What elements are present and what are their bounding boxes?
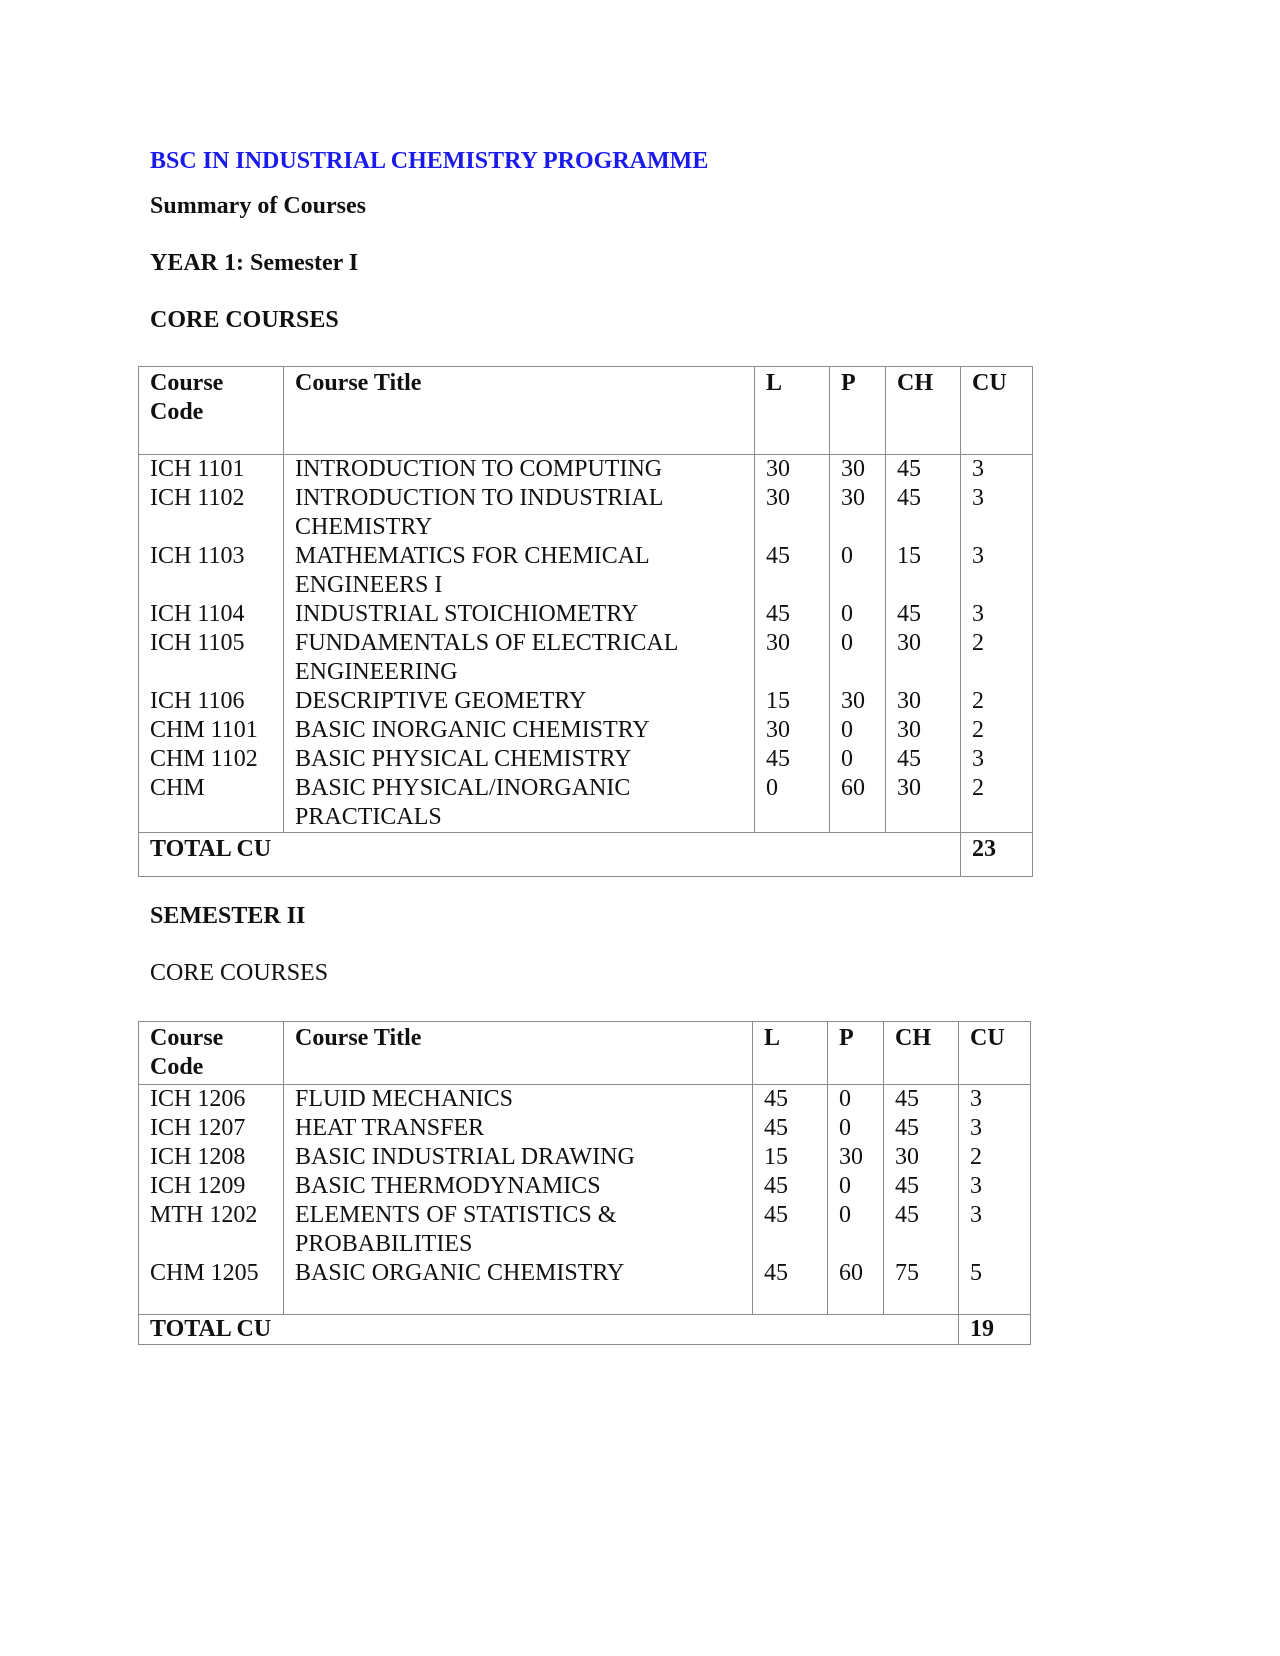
- course-title-cell: FLUID MECHANICS: [295, 1086, 514, 1112]
- course-code-cell: ICH 1101: [150, 456, 245, 482]
- code-column: [139, 1085, 284, 1315]
- course-ch-cell: 45: [897, 456, 921, 482]
- column-header-l: L: [755, 367, 830, 455]
- blank-line: [895, 1230, 947, 1259]
- course-ch-cell: 30: [895, 1144, 919, 1170]
- blank-line: [766, 571, 818, 600]
- course-cu-cell: 3: [972, 456, 984, 482]
- cu-column: [961, 455, 1033, 833]
- blank-line: [897, 571, 949, 600]
- table-header-row: [139, 1022, 1031, 1085]
- course-cu-cell: 3: [972, 543, 984, 569]
- course-title-cell: HEAT TRANSFER: [295, 1115, 485, 1141]
- blank-line: [150, 1230, 272, 1259]
- course-title-cell: BASIC THERMODYNAMICS: [295, 1173, 601, 1199]
- course-cu-cell: 3: [970, 1202, 982, 1228]
- ch-column: [886, 455, 961, 833]
- total-cu-value: 19: [959, 1315, 1031, 1345]
- course-cu-cell: 3: [972, 746, 984, 772]
- core-courses-heading-2: CORE COURSES: [150, 960, 329, 986]
- course-code-cell: CHM 1101: [150, 717, 258, 743]
- course-cu-cell: 2: [972, 775, 984, 801]
- course-cu-cell: 3: [970, 1086, 982, 1112]
- course-ch-cell: 45: [897, 485, 921, 511]
- p-column: [830, 455, 886, 833]
- course-p-cell: 30: [841, 456, 865, 482]
- course-ch-cell: 30: [897, 630, 921, 656]
- course-title-cell: BASIC ORGANIC CHEMISTRY: [295, 1260, 625, 1286]
- course-cu-cell: 3: [970, 1173, 982, 1199]
- blank-line: [150, 513, 272, 542]
- course-ch-cell: 30: [897, 775, 921, 801]
- course-p-cell: 0: [839, 1173, 851, 1199]
- course-title-cell: BASIC PHYSICAL CHEMISTRY: [295, 746, 632, 772]
- course-l-cell: 45: [764, 1115, 788, 1141]
- course-l-cell: 45: [764, 1086, 788, 1112]
- blank-line: [897, 658, 949, 687]
- course-l-cell: 30: [766, 456, 790, 482]
- course-l-cell: 30: [766, 630, 790, 656]
- column-header-l: L: [753, 1022, 828, 1085]
- blank-line: [897, 803, 949, 832]
- column-header-ch: CH: [884, 1022, 959, 1085]
- course-cu-cell: 3: [972, 485, 984, 511]
- course-ch-cell: 30: [897, 688, 921, 714]
- semester2-heading: SEMESTER II: [150, 903, 306, 929]
- course-ch-cell: 30: [897, 717, 921, 743]
- course-cu-cell: 2: [972, 630, 984, 656]
- title-column: [284, 455, 755, 833]
- blank-line: [841, 658, 874, 687]
- course-p-cell: 0: [841, 543, 853, 569]
- course-cu-cell: 2: [972, 717, 984, 743]
- course-title-cell: BASIC INDUSTRIAL DRAWING: [295, 1144, 635, 1170]
- course-ch-cell: 15: [897, 543, 921, 569]
- column-header-p: P: [828, 1022, 884, 1085]
- cu-column: [959, 1085, 1031, 1315]
- course-title-cell: CHEMISTRY: [295, 514, 433, 540]
- column-header-ch: CH: [886, 367, 961, 455]
- course-title-cell: FUNDAMENTALS OF ELECTRICAL: [295, 630, 679, 656]
- column-header-code: Course Code: [139, 367, 284, 455]
- course-p-cell: 30: [839, 1144, 863, 1170]
- blank-line: [764, 1230, 816, 1259]
- course-l-cell: 15: [764, 1144, 788, 1170]
- course-l-cell: 15: [766, 688, 790, 714]
- course-p-cell: 60: [841, 775, 865, 801]
- course-p-cell: 0: [841, 630, 853, 656]
- core-courses-heading-1: CORE COURSES: [150, 307, 339, 333]
- blank-line: [841, 513, 874, 542]
- column-header-title: Course Title: [284, 367, 755, 455]
- blank-line: [766, 513, 818, 542]
- course-title-cell: BASIC PHYSICAL/INORGANIC: [295, 775, 631, 801]
- semester1-course-table: [138, 366, 1033, 877]
- blank-line: [972, 513, 1021, 542]
- course-l-cell: 45: [764, 1202, 788, 1228]
- year-semester-heading: YEAR 1: Semester I: [150, 250, 359, 276]
- course-title-cell: ELEMENTS OF STATISTICS &: [295, 1202, 617, 1228]
- course-cu-cell: 3: [970, 1115, 982, 1141]
- ch-column: [884, 1085, 959, 1315]
- course-title-cell: ENGINEERS I: [295, 572, 443, 598]
- course-l-cell: 45: [766, 746, 790, 772]
- course-title-cell: PRACTICALS: [295, 804, 442, 830]
- course-title-cell: PROBABILITIES: [295, 1231, 473, 1257]
- table-body: [139, 1085, 1031, 1315]
- course-p-cell: 0: [841, 746, 853, 772]
- course-p-cell: 0: [839, 1115, 851, 1141]
- course-cu-cell: 2: [970, 1144, 982, 1170]
- course-cu-cell: 3: [972, 601, 984, 627]
- course-p-cell: 0: [839, 1202, 851, 1228]
- summary-heading: Summary of Courses: [150, 193, 366, 219]
- blank-line: [972, 803, 1021, 832]
- course-title-cell: INTRODUCTION TO INDUSTRIAL: [295, 485, 664, 511]
- l-column: [753, 1085, 828, 1315]
- course-l-cell: 45: [764, 1260, 788, 1286]
- course-ch-cell: 45: [895, 1086, 919, 1112]
- course-ch-cell: 45: [895, 1115, 919, 1141]
- column-header-cu: CU: [961, 367, 1033, 455]
- p-column: [828, 1085, 884, 1315]
- total-cu-value: 23: [961, 833, 1033, 877]
- course-cu-cell: 5: [970, 1260, 982, 1286]
- course-ch-cell: 45: [897, 601, 921, 627]
- blank-line: [841, 571, 874, 600]
- course-code-cell: CHM 1205: [150, 1260, 259, 1286]
- course-l-cell: 0: [766, 775, 778, 801]
- course-l-cell: 45: [766, 543, 790, 569]
- course-code-cell: ICH 1106: [150, 688, 245, 714]
- blank-line: [150, 658, 272, 687]
- blank-line: [897, 513, 949, 542]
- course-ch-cell: 45: [897, 746, 921, 772]
- column-header-cu: CU: [959, 1022, 1031, 1085]
- blank-line: [766, 658, 818, 687]
- course-code-cell: ICH 1206: [150, 1086, 246, 1112]
- course-code-cell: ICH 1103: [150, 543, 245, 569]
- total-cu-label: TOTAL CU: [139, 833, 961, 877]
- course-l-cell: 45: [766, 601, 790, 627]
- semester2-course-table: [138, 1021, 1031, 1345]
- course-p-cell: 0: [839, 1086, 851, 1112]
- course-ch-cell: 45: [895, 1173, 919, 1199]
- course-title-cell: BASIC INORGANIC CHEMISTRY: [295, 717, 650, 743]
- course-p-cell: 30: [841, 485, 865, 511]
- course-title-cell: ENGINEERING: [295, 659, 458, 685]
- blank-line: [972, 571, 1021, 600]
- course-ch-cell: 45: [895, 1202, 919, 1228]
- blank-line: [972, 658, 1021, 687]
- course-title-cell: INTRODUCTION TO COMPUTING: [295, 456, 663, 482]
- total-row: [139, 833, 1033, 877]
- course-title-cell: DESCRIPTIVE GEOMETRY: [295, 688, 587, 714]
- course-p-cell: 0: [841, 601, 853, 627]
- l-column: [755, 455, 830, 833]
- course-code-cell: ICH 1102: [150, 485, 245, 511]
- column-header-p: P: [830, 367, 886, 455]
- course-p-cell: 30: [841, 688, 865, 714]
- blank-line: [150, 571, 272, 600]
- total-cu-label: TOTAL CU: [139, 1315, 959, 1345]
- total-row: [139, 1315, 1031, 1345]
- course-cu-cell: 2: [972, 688, 984, 714]
- course-code-cell: ICH 1104: [150, 601, 245, 627]
- course-l-cell: 30: [766, 485, 790, 511]
- course-code-cell: ICH 1208: [150, 1144, 246, 1170]
- column-header-code: Course Code: [139, 1022, 284, 1085]
- column-header-title: Course Title: [284, 1022, 753, 1085]
- blank-line: [841, 803, 874, 832]
- blank-line: [766, 803, 818, 832]
- course-code-cell: ICH 1209: [150, 1173, 246, 1199]
- blank-line: [150, 803, 272, 832]
- blank-line: [970, 1230, 1019, 1259]
- programme-title: BSC IN INDUSTRIAL CHEMISTRY PROGRAMME: [150, 148, 709, 174]
- table-header-row: [139, 367, 1033, 455]
- table-body: [139, 455, 1033, 833]
- course-code-cell: ICH 1207: [150, 1115, 246, 1141]
- course-ch-cell: 75: [895, 1260, 919, 1286]
- blank-line: [839, 1230, 872, 1259]
- course-code-cell: CHM: [150, 775, 205, 801]
- course-p-cell: 60: [839, 1260, 863, 1286]
- course-code-cell: MTH 1202: [150, 1202, 258, 1228]
- course-code-cell: ICH 1105: [150, 630, 245, 656]
- course-title-cell: INDUSTRIAL STOICHIOMETRY: [295, 601, 639, 627]
- course-l-cell: 45: [764, 1173, 788, 1199]
- course-l-cell: 30: [766, 717, 790, 743]
- course-p-cell: 0: [841, 717, 853, 743]
- course-title-cell: MATHEMATICS FOR CHEMICAL: [295, 543, 650, 569]
- title-column: [284, 1085, 753, 1315]
- code-column: [139, 455, 284, 833]
- course-code-cell: CHM 1102: [150, 746, 258, 772]
